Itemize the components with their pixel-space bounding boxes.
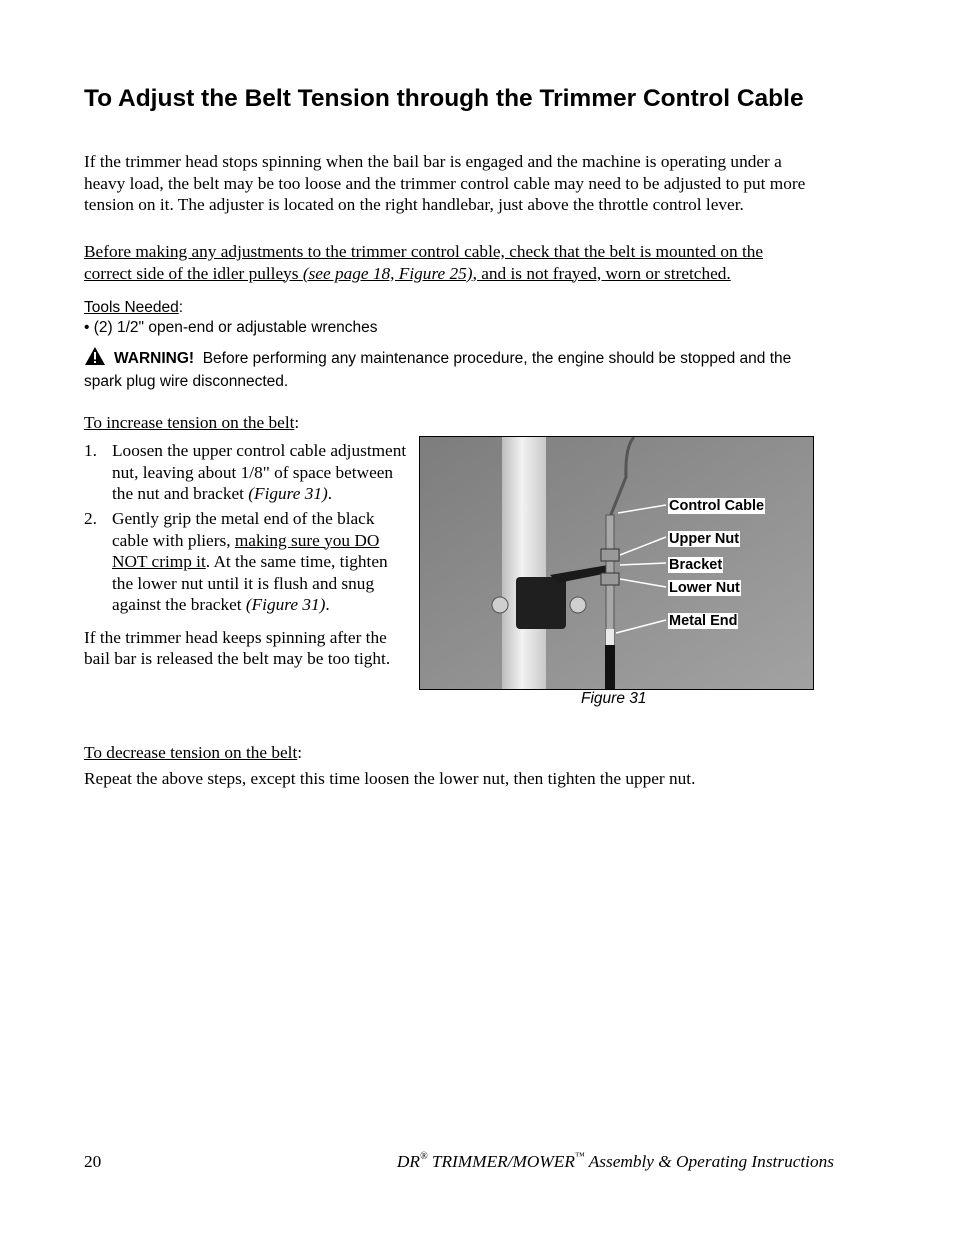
tools-needed: Tools Needed: • (2) 1/2" open-end or adjustable wrenches — [84, 299, 378, 336]
label-upper-nut: Upper Nut — [669, 531, 740, 547]
footer-reg-mark: ® — [419, 1151, 428, 1162]
step-text: Gently grip the metal end of the black cable with pliers, making sure you DO NOT crimp it. At the same time, tighten the lower nut until it is flush and snug against the bracket (Figure 31). — [112, 509, 388, 614]
step-2-ref: (Figure 31) — [245, 595, 326, 614]
caution-text-before: Before making any adjustments to the trimmer control cable, check that the belt is mounted on the correct side of the idler pulleys — [84, 242, 764, 283]
warning-label: WARNING! — [114, 350, 195, 367]
step-2-underline: making sure you DO NOT crimp it — [112, 530, 380, 571]
warning-text: Before performing any maintenance procedure, the engine should be stopped and the spark plug wire disconnected. — [84, 350, 792, 390]
step-number: 2. — [84, 509, 97, 528]
page-title: To Adjust the Belt Tension through the Trimmer Control Cable — [84, 85, 804, 112]
list-item — [84, 440, 409, 505]
decrease-heading: To decrease tension on the belt — [84, 743, 298, 762]
footer-rest: Assembly & Operating Instructions — [584, 1152, 834, 1171]
label-metal-end: Metal End — [669, 613, 738, 629]
page-number: 20 — [84, 1152, 102, 1171]
decrease-text: Repeat the above steps, except this time loosen the lower nut, then tighten the upper nut. — [84, 769, 696, 788]
step-1-ref: (Figure 31) — [248, 484, 328, 503]
increase-heading: To increase tension on the belt — [84, 413, 295, 432]
footer-brand: DR — [396, 1152, 420, 1171]
increase-after-text: If the trimmer head keeps spinning after the bail bar is released the belt may be too tight. — [84, 627, 391, 668]
warning-triangle-icon — [84, 346, 106, 372]
decrease-heading-line: To decrease tension on the belt: — [84, 743, 303, 762]
footer-tm-mark: ™ — [574, 1151, 585, 1162]
warning-block — [84, 346, 824, 392]
step-text: Loosen the upper control cable adjustment nut, leaving about 1/8" of space between the nut and bracket (Figure 31). — [112, 441, 407, 503]
list-item — [84, 508, 409, 616]
step-1-text: Loosen the upper control cable adjustment nut, leaving about 1/8" of space between the nut and bracket — [112, 441, 407, 503]
step-number: 1. — [84, 441, 97, 460]
figure-photo-illustration — [420, 437, 813, 689]
tools-heading: Tools Needed — [84, 299, 179, 316]
caution-ref: (see page 18, Figure 25) — [302, 263, 473, 283]
label-bracket: Bracket — [669, 557, 723, 573]
caution-paragraph — [84, 241, 814, 284]
intro-paragraph: If the trimmer head stops spinning when the bail bar is engaged and the machine is operating under a heavy load, the belt may be too loose and the trimmer control cable may need to be adjusted to put more tension on it. The adjuster is located on the right handlebar, just above the throttle control lever. — [84, 152, 806, 214]
figure-caption: Figure 31 — [581, 690, 647, 707]
label-control-cable: Control Cable — [669, 498, 765, 514]
step-2-text-a: Gently grip the metal end of the black cable with pliers, — [112, 509, 375, 550]
label-lower-nut: Lower Nut — [669, 580, 740, 596]
footer-title — [397, 1152, 834, 1172]
tools-item: • (2) 1/2" open-end or adjustable wrenches — [84, 319, 378, 336]
step-2-text-b: . At the same time, tighten the lower nut until it is flush and snug against the bracket — [112, 552, 388, 614]
footer-product: TRIMMER/MOWER — [427, 1152, 575, 1171]
caution-text-after: , and is not frayed, worn or stretched. — [472, 263, 731, 283]
figure-31-photo — [419, 436, 814, 690]
increase-steps — [84, 440, 409, 670]
increase-heading-line: To increase tension on the belt: — [84, 413, 300, 432]
